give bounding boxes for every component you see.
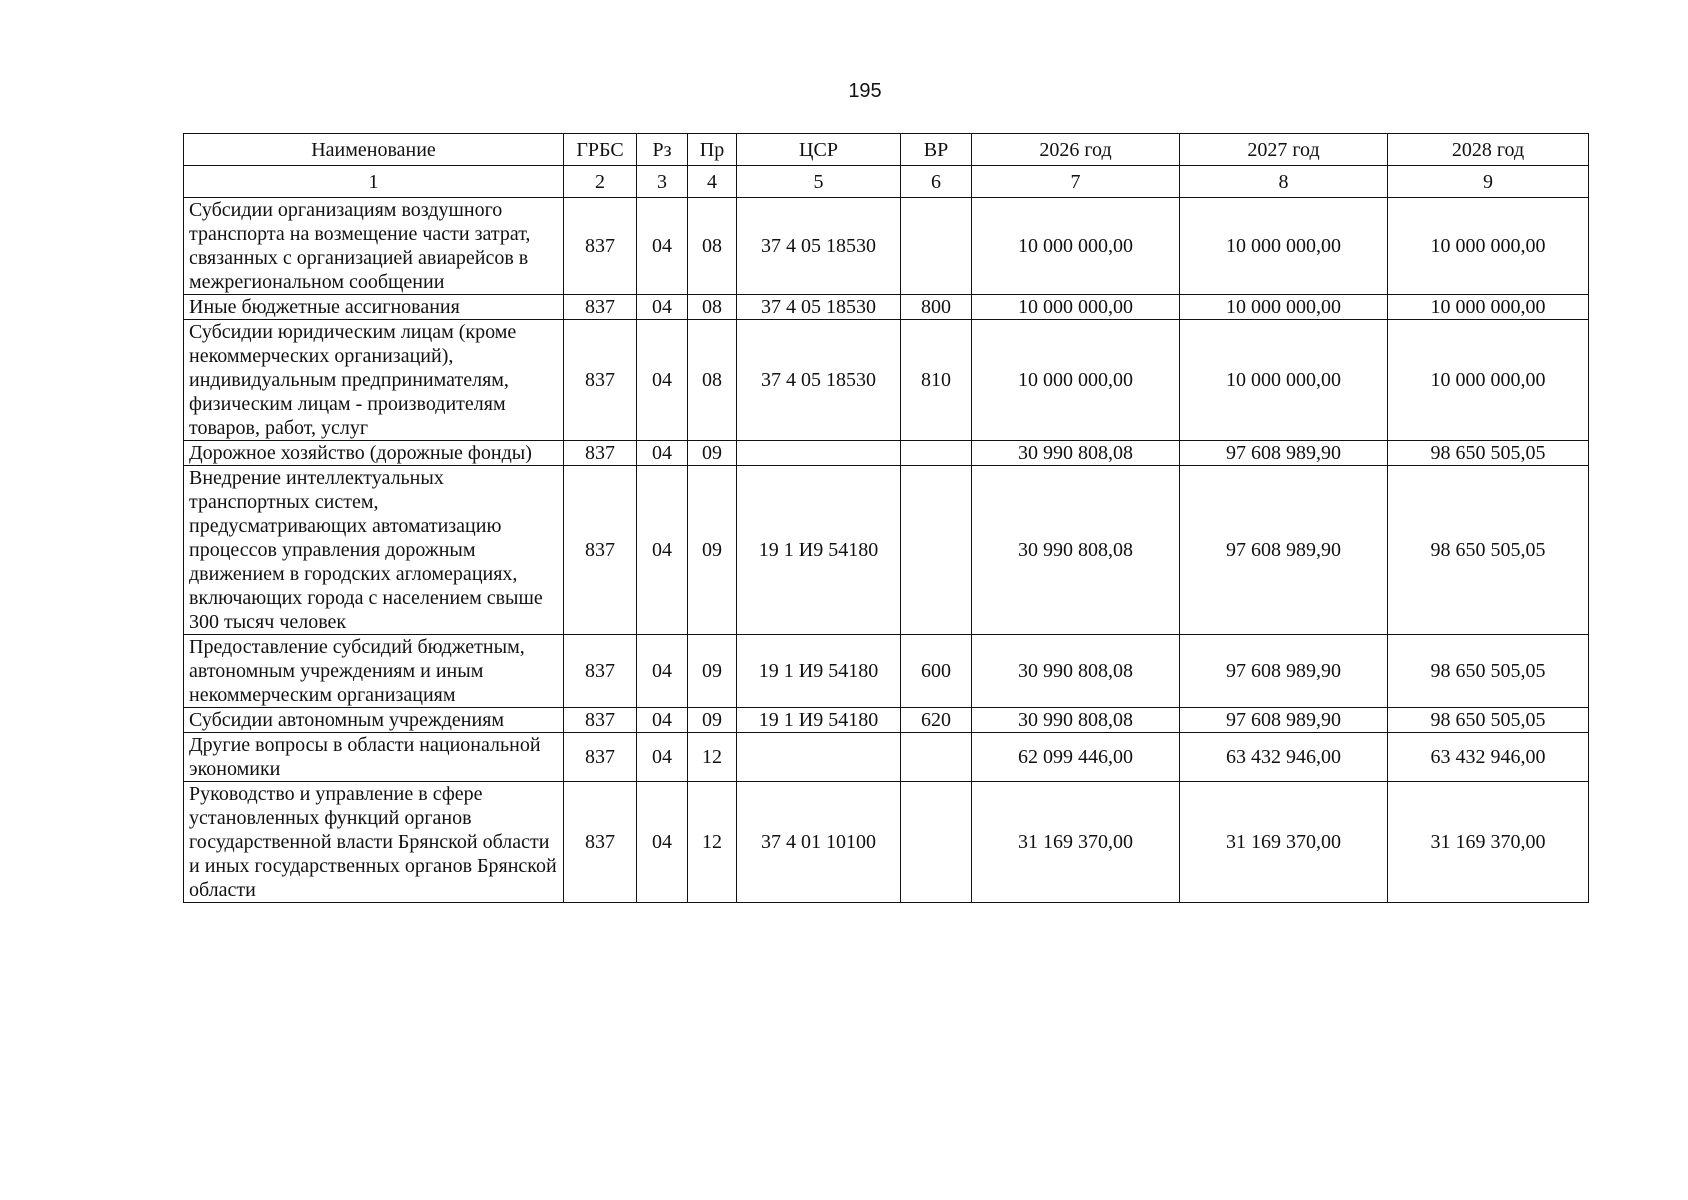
column-number-row [184, 166, 1589, 198]
header-2028: 2028 год [1388, 134, 1589, 166]
row-2026: 30 990 808,08 [972, 466, 1180, 635]
row-2027: 97 608 989,90 [1180, 708, 1388, 733]
column-number: 5 [737, 166, 901, 198]
row-grbs: 837 [564, 733, 637, 782]
row-vr [901, 782, 972, 903]
row-csr: 37 4 01 10100 [737, 782, 901, 903]
header-rz: Рз [637, 134, 688, 166]
header-2027: 2027 год [1180, 134, 1388, 166]
row-2028: 98 650 505,05 [1388, 466, 1589, 635]
row-name: Предоставление субсидий бюджетным, автономным учреждениям и иным некоммерческим организациям [184, 635, 564, 708]
row-name: Субсидии автономным учреждениям [184, 708, 564, 733]
row-2028: 63 432 946,00 [1388, 733, 1589, 782]
row-2027: 10 000 000,00 [1180, 295, 1388, 320]
row-pr: 12 [688, 782, 737, 903]
row-2026: 31 169 370,00 [972, 782, 1180, 903]
row-2026: 30 990 808,08 [972, 635, 1180, 708]
row-2026: 10 000 000,00 [972, 198, 1180, 295]
row-2026: 10 000 000,00 [972, 295, 1180, 320]
row-2026: 10 000 000,00 [972, 320, 1180, 441]
budget-table [183, 133, 1589, 903]
table-row [184, 733, 1589, 782]
row-name: Субсидии организациям воздушного транспорта на возмещение части затрат, связанных с организацией авиарейсов в межрегиональном сообщении [184, 198, 564, 295]
row-name: Иные бюджетные ассигнования [184, 295, 564, 320]
row-vr [901, 733, 972, 782]
row-vr: 620 [901, 708, 972, 733]
row-grbs: 837 [564, 635, 637, 708]
row-csr [737, 441, 901, 466]
row-csr: 37 4 05 18530 [737, 295, 901, 320]
row-2028: 98 650 505,05 [1388, 635, 1589, 708]
row-rz: 04 [637, 295, 688, 320]
row-rz: 04 [637, 782, 688, 903]
row-vr [901, 441, 972, 466]
row-2026: 62 099 446,00 [972, 733, 1180, 782]
row-2027: 31 169 370,00 [1180, 782, 1388, 903]
row-pr: 12 [688, 733, 737, 782]
table-row [184, 466, 1589, 635]
row-2028: 10 000 000,00 [1388, 295, 1589, 320]
row-2027: 63 432 946,00 [1180, 733, 1388, 782]
row-vr: 800 [901, 295, 972, 320]
table-row [184, 708, 1589, 733]
row-vr [901, 466, 972, 635]
row-rz: 04 [637, 441, 688, 466]
row-pr: 09 [688, 708, 737, 733]
row-grbs: 837 [564, 320, 637, 441]
row-grbs: 837 [564, 295, 637, 320]
row-2026: 30 990 808,08 [972, 441, 1180, 466]
row-2027: 10 000 000,00 [1180, 320, 1388, 441]
row-grbs: 837 [564, 466, 637, 635]
row-name: Субсидии юридическим лицам (кроме некоммерческих организаций), индивидуальным предпринимателям, физическим лицам - производителям товаров, работ, услуг [184, 320, 564, 441]
table-row [184, 441, 1589, 466]
row-csr: 19 1 И9 54180 [737, 635, 901, 708]
row-vr [901, 198, 972, 295]
row-grbs: 837 [564, 198, 637, 295]
row-grbs: 837 [564, 708, 637, 733]
row-rz: 04 [637, 320, 688, 441]
column-number: 2 [564, 166, 637, 198]
row-2027: 97 608 989,90 [1180, 441, 1388, 466]
column-number: 9 [1388, 166, 1589, 198]
row-rz: 04 [637, 708, 688, 733]
row-rz: 04 [637, 733, 688, 782]
row-vr: 810 [901, 320, 972, 441]
table-row [184, 782, 1589, 903]
row-csr [737, 733, 901, 782]
row-name: Другие вопросы в области национальной экономики [184, 733, 564, 782]
row-pr: 08 [688, 320, 737, 441]
column-number: 1 [184, 166, 564, 198]
row-2028: 10 000 000,00 [1388, 198, 1589, 295]
row-rz: 04 [637, 635, 688, 708]
table-row [184, 198, 1589, 295]
row-2026: 30 990 808,08 [972, 708, 1180, 733]
header-name: Наименование [184, 134, 564, 166]
row-csr: 19 1 И9 54180 [737, 708, 901, 733]
row-pr: 09 [688, 635, 737, 708]
column-number: 7 [972, 166, 1180, 198]
column-number: 4 [688, 166, 737, 198]
page-number: 195 [848, 80, 882, 102]
row-name: Внедрение интеллектуальных транспортных систем, предусматривающих автоматизацию процессов управления дорожным движением в городских агломерациях, включающих города с населением свыше 300 тысяч человек [184, 466, 564, 635]
row-grbs: 837 [564, 441, 637, 466]
table-row [184, 295, 1589, 320]
row-pr: 09 [688, 466, 737, 635]
row-2028: 10 000 000,00 [1388, 320, 1589, 441]
row-2027: 97 608 989,90 [1180, 635, 1388, 708]
header-vr: ВР [901, 134, 972, 166]
header-2026: 2026 год [972, 134, 1180, 166]
header-row [184, 134, 1589, 166]
row-2027: 97 608 989,90 [1180, 466, 1388, 635]
row-pr: 08 [688, 198, 737, 295]
row-vr: 600 [901, 635, 972, 708]
column-number: 6 [901, 166, 972, 198]
row-2028: 98 650 505,05 [1388, 708, 1589, 733]
row-name: Дорожное хозяйство (дорожные фонды) [184, 441, 564, 466]
header-csr: ЦСР [737, 134, 901, 166]
row-csr: 19 1 И9 54180 [737, 466, 901, 635]
row-pr: 09 [688, 441, 737, 466]
row-name: Руководство и управление в сфере установленных функций органов государственной власти Брянской области и иных государственных органов Брянской области [184, 782, 564, 903]
header-grbs: ГРБС [564, 134, 637, 166]
row-grbs: 837 [564, 782, 637, 903]
column-number: 8 [1180, 166, 1388, 198]
column-number: 3 [637, 166, 688, 198]
row-2028: 31 169 370,00 [1388, 782, 1589, 903]
row-2028: 98 650 505,05 [1388, 441, 1589, 466]
table-row [184, 635, 1589, 708]
header-pr: Пр [688, 134, 737, 166]
row-csr: 37 4 05 18530 [737, 198, 901, 295]
row-csr: 37 4 05 18530 [737, 320, 901, 441]
row-pr: 08 [688, 295, 737, 320]
table-row [184, 320, 1589, 441]
row-rz: 04 [637, 198, 688, 295]
row-rz: 04 [637, 466, 688, 635]
row-2027: 10 000 000,00 [1180, 198, 1388, 295]
